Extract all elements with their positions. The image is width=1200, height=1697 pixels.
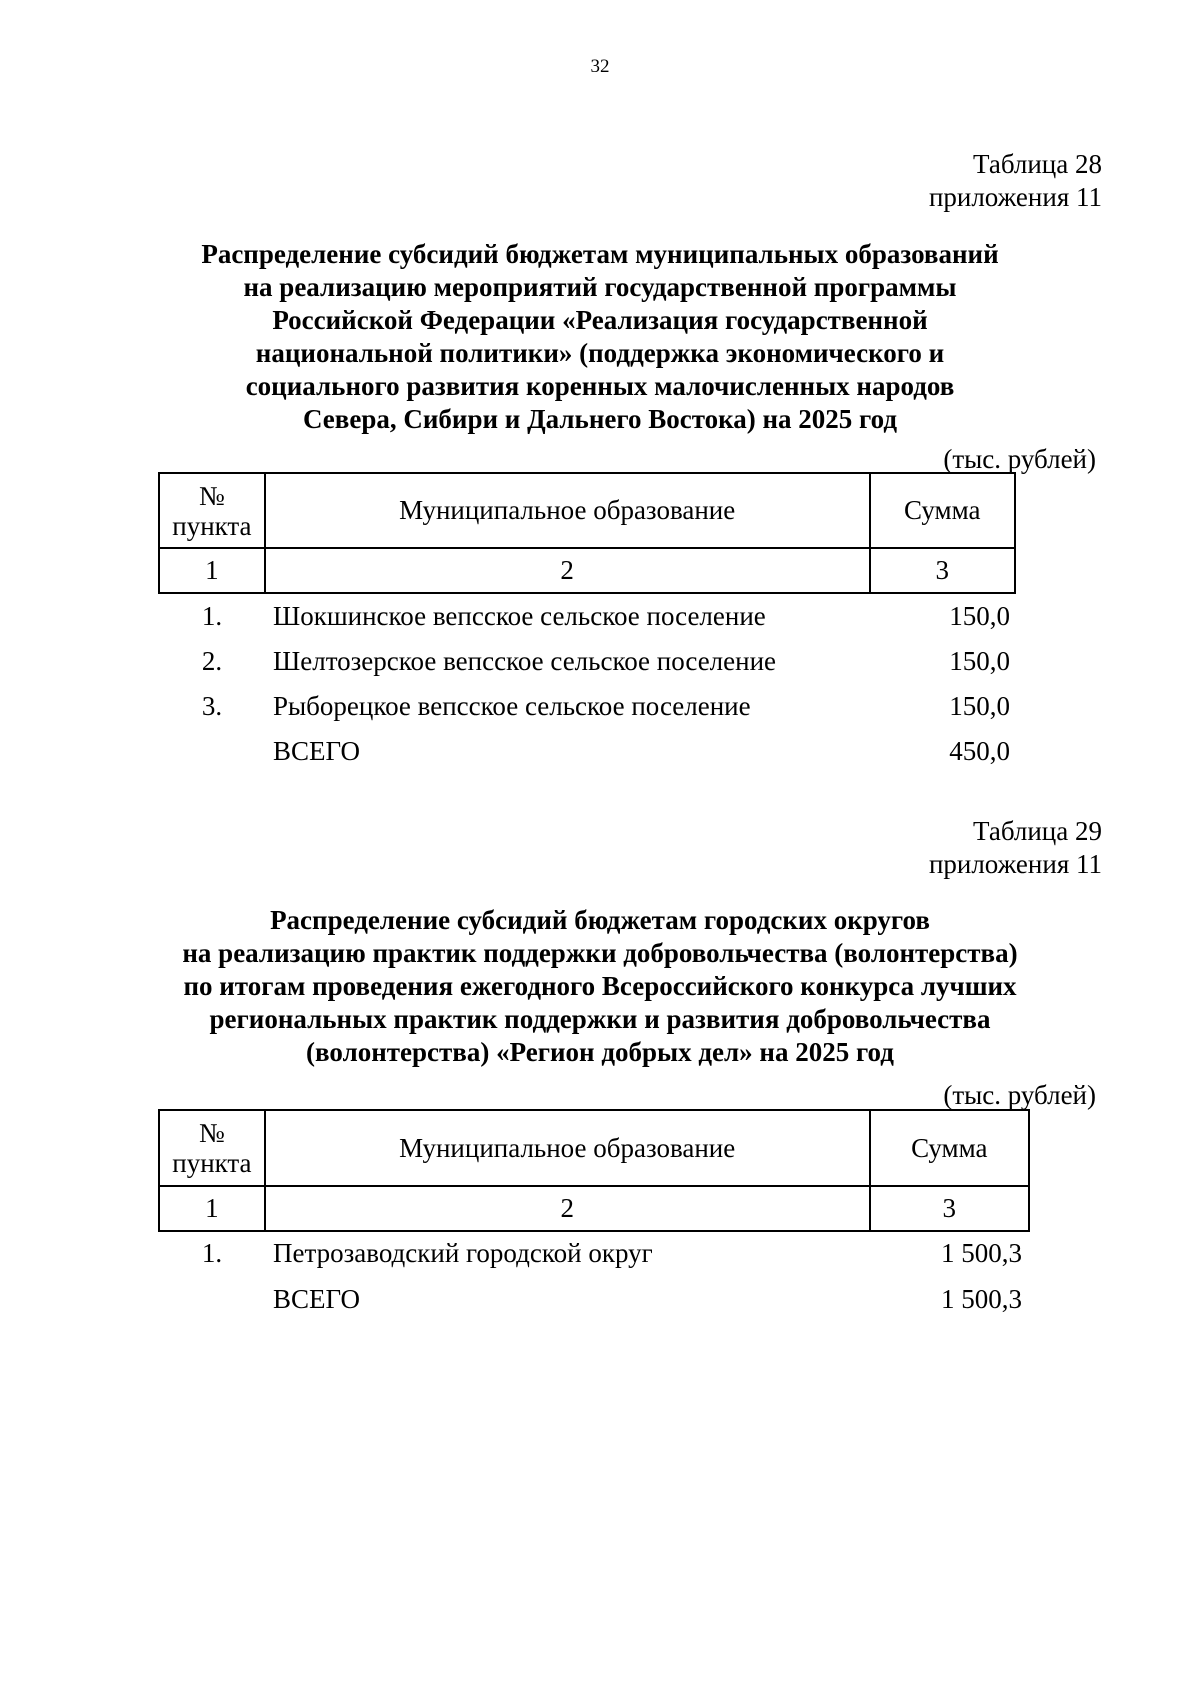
header-sum: Сумма [870, 473, 1015, 548]
title-line: Распределение субсидий бюджетам муниципальных образований [201, 239, 999, 269]
title-line: (волонтерства) «Регион добрых дел» на 2025 год [306, 1037, 894, 1067]
table-total-row [0, 1283, 1200, 1315]
row-name: ВСЕГО [273, 1284, 360, 1314]
table-28-reference [929, 148, 1102, 214]
row-name: Шелтозерское вепсское сельское поселение [273, 646, 777, 676]
table-total-row [0, 735, 1200, 767]
table-28-number: Таблица 28 [973, 149, 1102, 179]
row-sum: 150,0 [949, 601, 1010, 631]
table-29-title [150, 904, 1050, 1069]
title-line: национальной политики» (поддержка экономического и [255, 338, 945, 368]
table-28-units: (тыс. рублей) [943, 444, 1096, 474]
col-number-3: 3 [870, 1186, 1029, 1231]
number-sign: № [199, 1118, 225, 1148]
table-29-appendix: приложения 11 [928, 849, 1102, 879]
col-number-2: 2 [265, 1186, 870, 1231]
title-line: социального развития коренных малочисленных народов [245, 371, 955, 401]
row-sum: 450,0 [949, 736, 1010, 766]
header-item-number [159, 473, 265, 548]
row-number: 1. [201, 601, 223, 631]
row-sum: 150,0 [949, 646, 1010, 676]
header-municipality: Муниципальное образование [265, 473, 870, 548]
table-28-title [150, 238, 1050, 436]
title-line: региональных практик поддержки и развития добровольчества [209, 1004, 991, 1034]
table-row [0, 1237, 1200, 1269]
row-name: ВСЕГО [273, 736, 360, 766]
table-28-appendix: приложения 11 [928, 182, 1102, 212]
table-29-header [158, 1109, 1030, 1232]
header-municipality: Муниципальное образование [265, 1110, 870, 1186]
title-line: по итогам проведения ежегодного Всероссийского конкурса лучших [183, 971, 1017, 1001]
header-item-number [159, 1110, 265, 1186]
title-line: на реализацию практик поддержки добровольчества (волонтерства) [182, 938, 1018, 968]
item-word: пункта [172, 1148, 252, 1178]
title-line: Севера, Сибири и Дальнего Востока) на 2025 год [302, 404, 898, 434]
col-number-2: 2 [265, 548, 870, 593]
number-sign: № [199, 480, 225, 511]
row-number: 1. [201, 1238, 223, 1268]
item-word: пункта [172, 510, 252, 541]
col-number-1: 1 [159, 548, 265, 593]
row-name: Петрозаводский городской округ [273, 1238, 653, 1268]
row-number: 3. [201, 691, 223, 721]
title-line: Российской Федерации «Реализация государственной [272, 305, 928, 335]
table-28-header [158, 472, 1016, 594]
row-name: Шокшинское вепсское сельское поселение [273, 601, 766, 631]
table-row [0, 600, 1200, 632]
row-name: Рыборецкое вепсское сельское поселение [273, 691, 751, 721]
row-sum: 1 500,3 [941, 1238, 1022, 1268]
row-number: 2. [201, 646, 223, 676]
title-line: Распределение субсидий бюджетам городских округов [270, 905, 930, 935]
col-number-1: 1 [159, 1186, 265, 1231]
col-number-3: 3 [870, 548, 1015, 593]
header-sum: Сумма [870, 1110, 1029, 1186]
table-row [0, 690, 1200, 722]
row-sum: 150,0 [949, 691, 1010, 721]
table-29-units: (тыс. рублей) [943, 1080, 1096, 1110]
table-row [0, 645, 1200, 677]
table-29-number: Таблица 29 [973, 816, 1102, 846]
title-line: на реализацию мероприятий государственной программы [243, 272, 957, 302]
row-sum: 1 500,3 [941, 1284, 1022, 1314]
page-number: 32 [590, 56, 610, 77]
table-29-reference [929, 815, 1102, 881]
